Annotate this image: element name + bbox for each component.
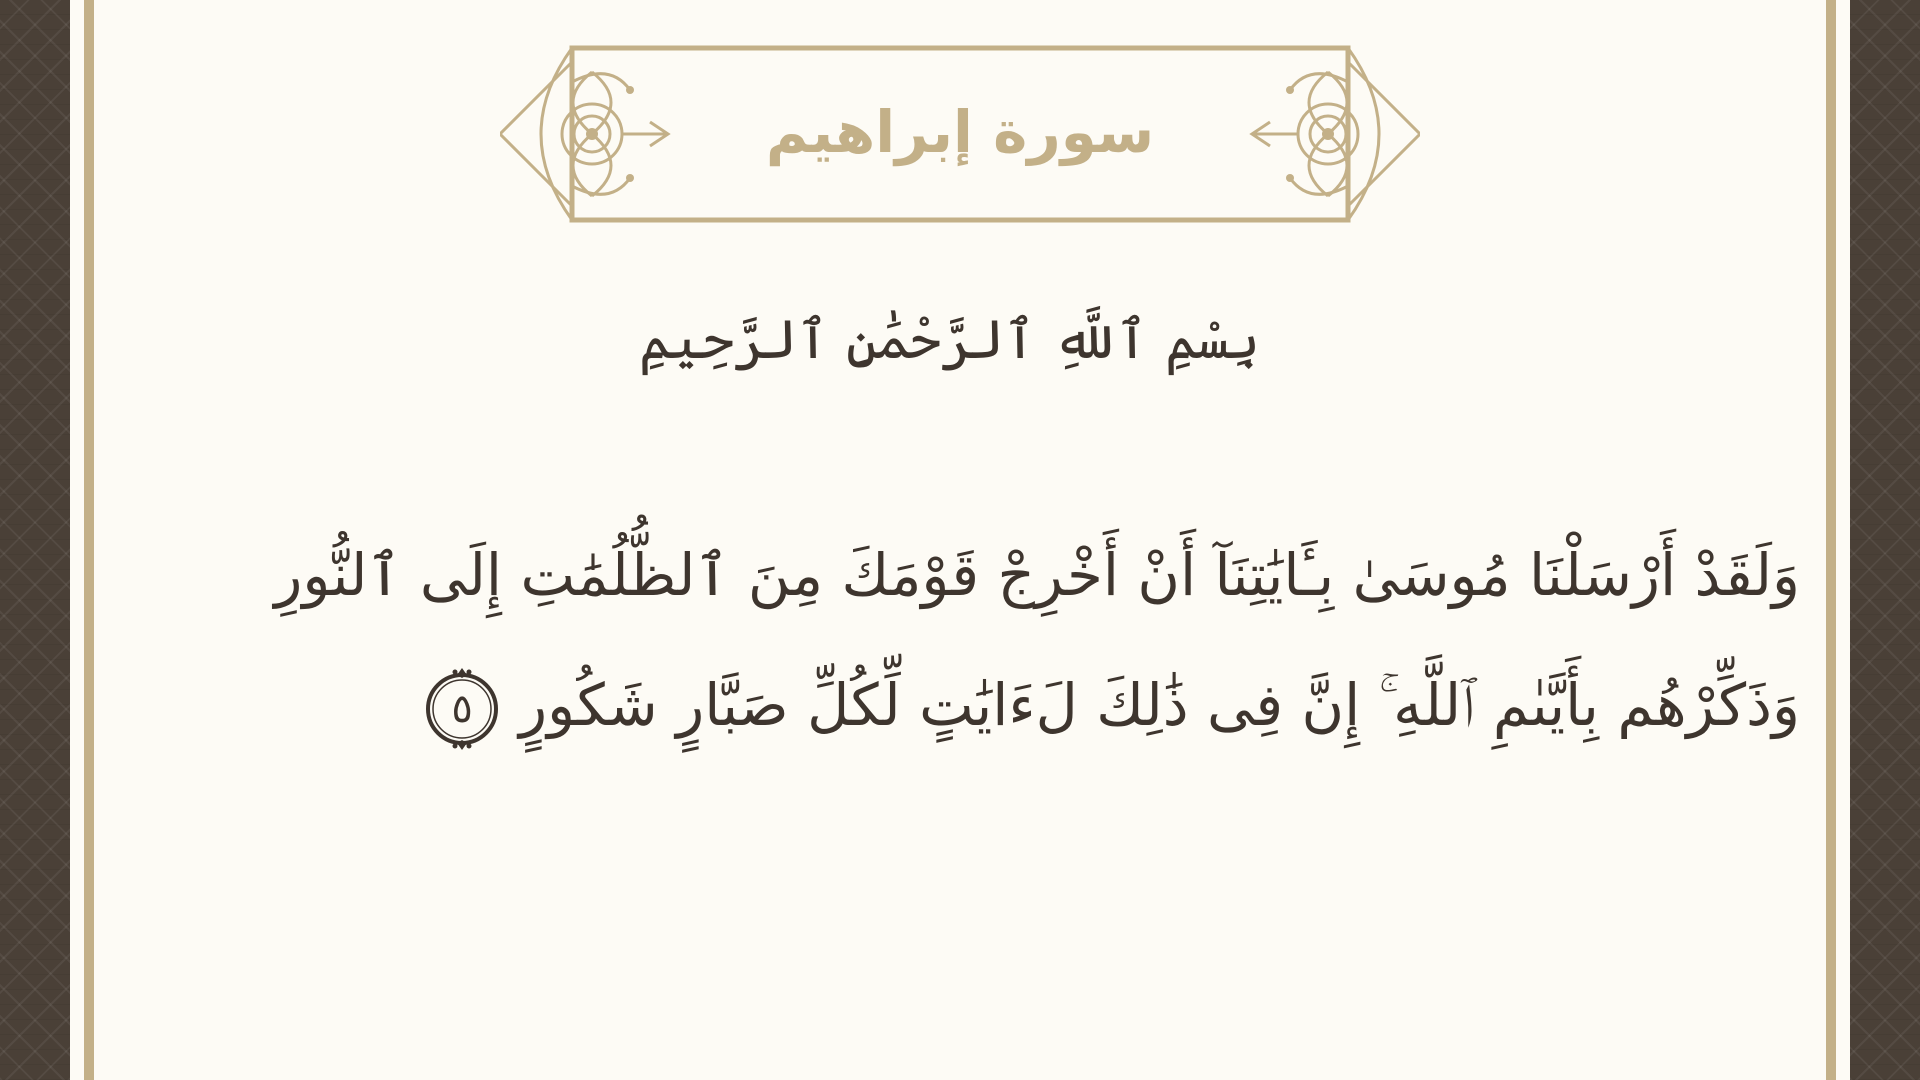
surah-title-cartouche — [500, 42, 1420, 227]
left-pattern-border — [0, 0, 70, 1080]
basmala: بِسْمِ ٱللَّهِ ٱلرَّحْمَٰنِ ٱلرَّحِيمِ — [638, 308, 1260, 371]
verse-line-1: وَلَقَدْ أَرْسَلْنَا مُوسَىٰ بِـَٔايَٰتِنَآ أَنْ أَخْرِجْ قَوْمَكَ مِنَ ٱلظُّلُمَٰتِ إِلَى ٱلنُّورِ — [274, 541, 1800, 609]
right-pattern-border — [1850, 0, 1920, 1080]
ayah-number: ٥ — [451, 685, 473, 732]
verse-line-2 — [200, 640, 1800, 770]
verse-line-2-text: وَذَكِّرْهُم بِأَيَّىٰمِ ٱللَّهِ ۚ إِنَّ فِى ذَٰلِكَ لَءَايَٰتٍ لِّكُلِّ صَبَّارٍ شَكُورٍ — [519, 671, 1800, 739]
left-gold-rule — [84, 0, 94, 1080]
right-gold-rule — [1826, 0, 1836, 1080]
ayah-end-marker — [419, 666, 505, 752]
verse-text — [200, 510, 1800, 770]
surah-title: سورة إبراهيم — [765, 98, 1155, 166]
